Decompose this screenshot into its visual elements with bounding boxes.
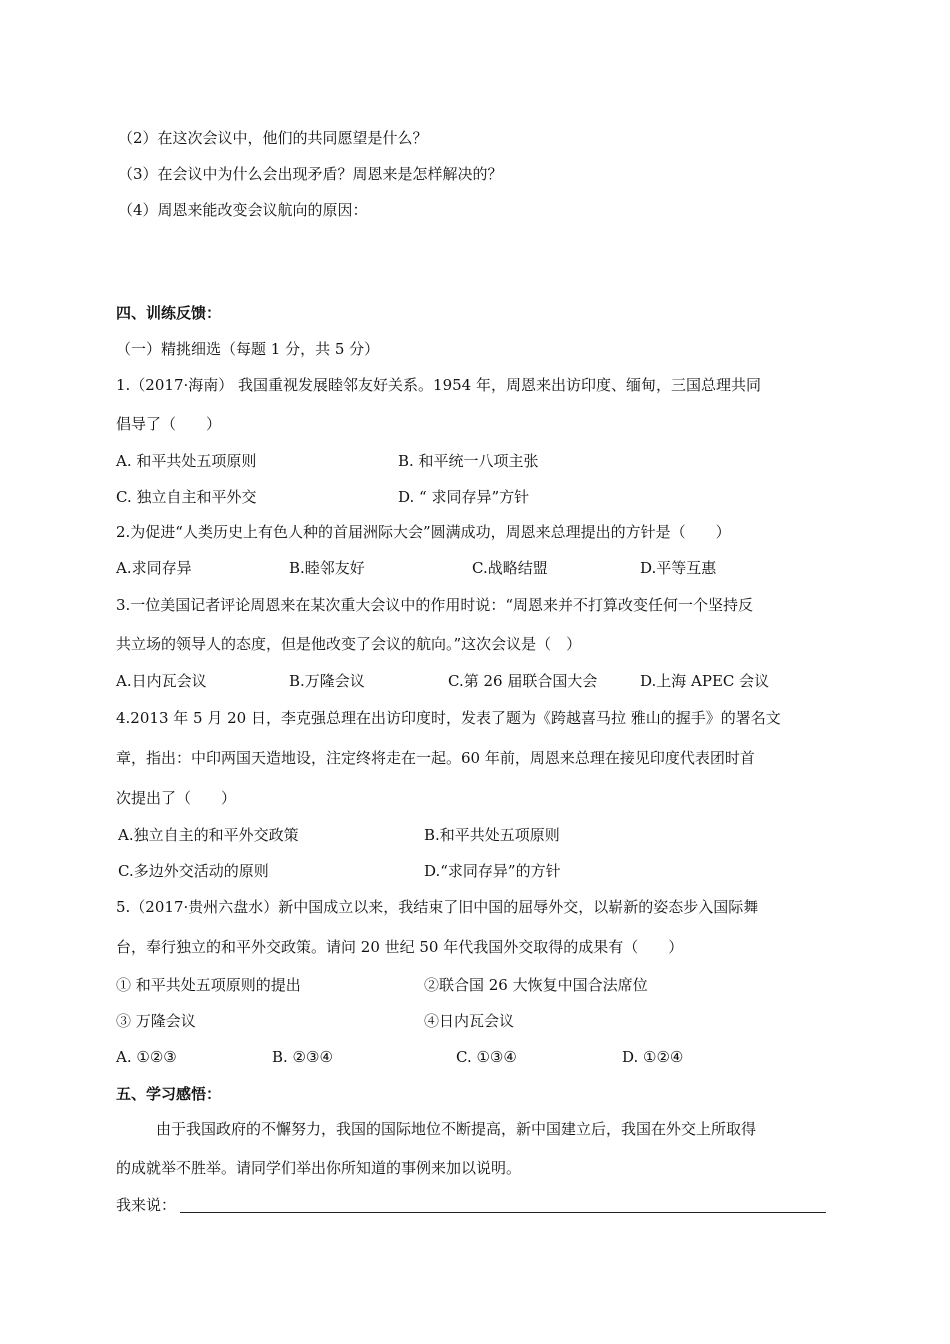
q2-option-b: B.睦邻友好 xyxy=(289,559,365,577)
q3-stem-line2: 共立场的领导人的态度，但是他改变了会议的航向。”这次会议是（ ） xyxy=(116,635,582,653)
section5-paragraph-line1: 由于我国政府的不懈努力，我国的国际地位不断提高，新中国建立后，我国在外交上所取得 xyxy=(156,1120,757,1138)
q4-option-c: C.多边外交活动的原则 xyxy=(118,862,269,880)
q3-option-b: B.万隆会议 xyxy=(289,672,365,690)
q1-option-c: C. 独立自主和平外交 xyxy=(116,488,257,506)
q1-option-b: B. 和平统一八项主张 xyxy=(398,452,539,470)
q4-option-a: A.独立自主的和平外交政策 xyxy=(118,826,299,844)
q5-option-c: C. ①③④ xyxy=(456,1048,517,1066)
q3-option-a: A.日内瓦会议 xyxy=(116,672,207,690)
q1-option-d: D. “ 求同存异”方针 xyxy=(398,488,530,506)
q2-stem: 2.为促进“人类历史上有色人种的首届洲际大会”圆满成功，周恩来总理提出的方针是（ ） xyxy=(116,523,731,541)
q3-stem-line1: 3.一位美国记者评论周恩来在某次重大会议中的作用时说：“周恩来并不打算改变任何一个坚持反 xyxy=(116,596,753,614)
q4-option-b: B.和平共处五项原则 xyxy=(424,826,560,844)
q5-option-a: A. ①②③ xyxy=(116,1048,177,1066)
q1-stem-line2: 倡导了（ ） xyxy=(116,415,222,433)
q5-option-b: B. ②③④ xyxy=(272,1048,333,1066)
q5-item-2: ②联合国 26 大恢复中国合法席位 xyxy=(424,976,648,994)
q5-option-d: D. ①②④ xyxy=(622,1048,684,1066)
q4-option-d: D.“求同存异”的方针 xyxy=(424,862,561,880)
q5-stem-line2: 台，奉行独立的和平外交政策。请问 20 世纪 50 年代我国外交取得的成果有（ ） xyxy=(116,938,684,956)
q3-option-c: C.第 26 届联合国大会 xyxy=(448,672,598,690)
question-2-text: （2）在这次会议中，他们的共同愿望是什么？ xyxy=(118,129,428,147)
q1-option-a: A. 和平共处五项原则 xyxy=(116,452,257,470)
q4-stem-line3: 次提出了（ ） xyxy=(116,789,237,807)
section5-paragraph-line2: 的成就举不胜举。请同学们举出你所知道的事例来加以说明。 xyxy=(116,1159,522,1177)
q2-option-c: C.战略结盟 xyxy=(472,559,548,577)
q1-stem-line1: 1.（2017·海南） 我国重视发展睦邻友好关系。1954 年，周恩来出访印度、缅甸，三国总理共同 xyxy=(116,376,761,394)
q4-stem-line2: 章，指出：中印两国天造地设，注定终将走在一起。60 年前，周恩来总理在接见印度代表团时首 xyxy=(116,749,755,767)
q3-option-d: D.上海 APEC 会议 xyxy=(640,672,770,690)
q5-item-1: ① 和平共处五项原则的提出 xyxy=(116,976,301,994)
q5-stem-line1: 5.（2017·贵州六盘水）新中国成立以来，我结束了旧中国的屈辱外交，以崭新的姿态步入国际舞 xyxy=(116,898,759,916)
question-3-text: （3）在会议中为什么会出现矛盾？周恩来是怎样解决的？ xyxy=(118,165,503,183)
q2-option-d: D.平等互惠 xyxy=(640,559,717,577)
question-4-text: （4）周恩来能改变会议航向的原因： xyxy=(118,201,368,219)
section4-subheading: （一）精挑细选（每题 1 分，共 5 分） xyxy=(116,340,380,358)
q5-item-3: ③ 万隆会议 xyxy=(116,1012,196,1030)
q4-stem-line1: 4.2013 年 5 月 20 日，李克强总理在出访印度时，发表了题为《跨越喜马拉 雅山的握手》的署名文 xyxy=(116,709,781,727)
section4-heading: 四、训练反馈： xyxy=(116,304,222,322)
answer-prompt-label: 我来说： xyxy=(116,1196,177,1214)
answer-underline[interactable] xyxy=(180,1211,826,1213)
q5-item-4: ④日内瓦会议 xyxy=(424,1012,515,1030)
q2-option-a: A.求同存异 xyxy=(116,559,192,577)
section5-heading: 五、学习感悟： xyxy=(116,1085,222,1103)
